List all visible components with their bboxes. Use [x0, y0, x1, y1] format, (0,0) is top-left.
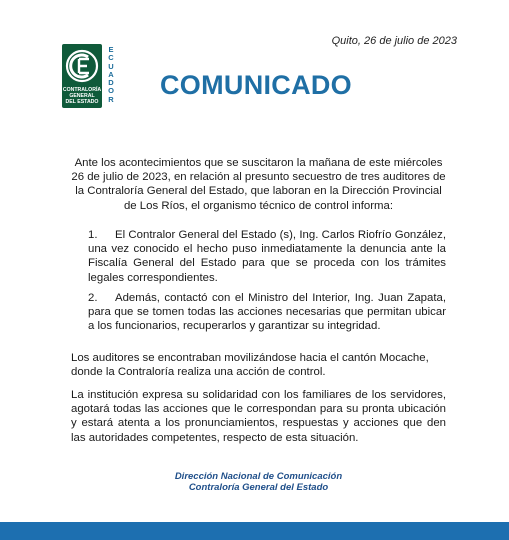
- logo-side-letter: U: [108, 61, 114, 71]
- logo-ce-icon: [64, 46, 100, 86]
- logo-side-letter: E: [108, 45, 114, 54]
- logo-text: [62, 87, 102, 105]
- list-item-number: 1.: [88, 229, 98, 241]
- contraloria-logo: [62, 44, 124, 108]
- logo-line-2: GENERAL: [69, 93, 95, 99]
- list-item-number: 2.: [88, 292, 98, 304]
- logo-side-letter: D: [108, 78, 114, 88]
- logo-side-text-ecuador: [106, 46, 116, 104]
- logo-line-1: CONTRALORÍA: [62, 87, 102, 93]
- logo-line-3: DEL ESTADO: [65, 99, 99, 105]
- document-date: Quito, 26 de julio de 2023: [331, 35, 457, 47]
- intro-paragraph: Ante los acontecimientos que se suscitaron la mañana de este miércoles 26 de julio de 2023, en relación al presunto secuestro de tres auditores de la Contraloría General del Estado, que laboran en la Dirección Provincial de Los Ríos, el organismo técnico de control informa:: [71, 157, 446, 212]
- list-item-text: Además, contactó con el Ministro del Interior, Ing. Juan Zapata, para que se tomen todas las acciones necesarias que permitan ubicar a los funcionarios, recuperarlos y garantizar su integridad.: [88, 292, 446, 333]
- signature-line-1: Dirección Nacional de Comunicación: [174, 471, 343, 482]
- body-paragraph-solidarity: La institución expresa su solidaridad con los familiares de los servidores, agotará todas las acciones que le correspondan para su pronta ubicación y estará atenta a los pronunciamientos, respuestas y acciones que den las autoridades competentes, respecto de esta situación.: [71, 389, 446, 444]
- logo-side-letter: A: [108, 69, 114, 79]
- logo-side-letter: R: [108, 94, 114, 104]
- signature-block: [71, 471, 446, 493]
- logo-emblem: [62, 44, 102, 108]
- logo-side-letter: C: [108, 53, 114, 63]
- body-paragraph-auditors: Los auditores se encontraban movilizándose hacia el cantón Mocache, donde la Contraloría realiza una acción de control.: [71, 352, 429, 379]
- logo-side-letter: O: [108, 86, 114, 96]
- list-item: [88, 228, 446, 285]
- page-title: COMUNICADO: [160, 70, 352, 100]
- signature-line-2: Contraloría General del Estado: [188, 482, 329, 493]
- list-item-text: El Contralor General del Estado (s), Ing. Carlos Riofrío González, una vez conocido el hecho puso inmediatamente la denuncia ante la Fiscalía General del Estado para que se proceda con los trámites legales correspondientes.: [88, 229, 446, 284]
- footer-bar: [0, 522, 509, 540]
- list-item: [88, 291, 446, 334]
